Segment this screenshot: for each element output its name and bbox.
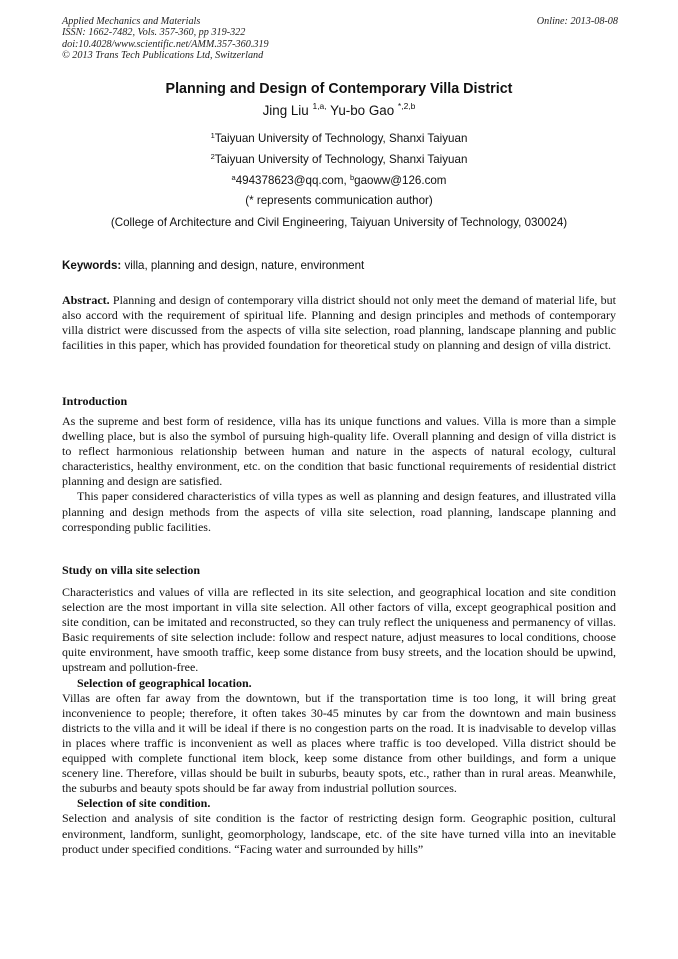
online-date: Online: 2013-08-08 [536, 16, 618, 27]
affiliation-1 [0, 131, 678, 145]
abstract-label: Abstract. [62, 293, 110, 307]
email-marker: b [349, 173, 355, 182]
affiliation-text: Taiyuan University of Technology, Shanxi Taiyuan [214, 153, 468, 166]
email-marker: a [231, 173, 236, 182]
keywords-label: Keywords: [62, 259, 122, 272]
geographical-location-subheading: Selection of geographical location. [77, 675, 252, 690]
journal-header [62, 16, 618, 61]
author-line [0, 101, 678, 118]
paper-title: Planning and Design of Contemporary Villa District [165, 81, 513, 97]
author-superscript: *,2,b [397, 101, 416, 111]
college-affiliation: (College of Architecture and Civil Engineering, Taiyuan University of Technology, 030024) [110, 216, 568, 229]
journal-name: Applied Mechanics and Materials [62, 16, 201, 27]
affiliation-marker: 2 [210, 152, 215, 161]
email-address: gaoww@126.com [354, 174, 447, 187]
site-condition-subheading: Selection of site condition. [77, 796, 211, 811]
copyright-line: © 2013 Trans Tech Publications Ltd, Switzerland [62, 49, 264, 61]
doi-line: doi:10.4028/www.scientific.net/AMM.357-360.319 [62, 38, 269, 50]
site-condition-paragraph: Selection and analysis of site condition is the factor of restricting design form. Geographic position, cultural environment, landform, sunlight, geomorphology, landscape, etc. of the site have turned villa into an inevitable product under specified conditions. “Facing water and surrounded by hills” [62, 811, 616, 856]
affiliation-marker: 1 [210, 131, 215, 140]
issn-line: ISSN: 1662-7482, Vols. 357-360, pp 319-322 [62, 27, 246, 39]
abstract-block [62, 293, 616, 353]
corresponding-author-note: (* represents communication author) [245, 194, 433, 207]
introduction-paragraph: This paper considered characteristics of villa types as well as planning and design features, and illustrated villa planning and design methods from the aspects of villa site selection, road planning, landscape planning and corresponding public facilities. [62, 489, 616, 534]
introduction-paragraph: As the supreme and best form of residence, villa has its unique functions and values. Villa is more than a simple dwelling place, but is also the symbol of pursuing high-quality life. Overall planning and design of villa district is to reflect harmonious relationship between human and nature in the aspects of natural ecology, cultural characteristics, healthy environment, etc. on the condition that basic functional requirements of residential district planning and design are satisfied. [62, 414, 616, 489]
keywords-text: villa, planning and design, nature, environment [121, 259, 365, 272]
affiliation-text: Taiyuan University of Technology, Shanxi Taiyuan [214, 132, 468, 145]
email-line [0, 173, 678, 187]
author-superscript: 1,a, [312, 101, 327, 111]
site-selection-heading: Study on villa site selection [62, 563, 201, 577]
email-address: 494378623@qq.com, [235, 174, 350, 187]
author-name: Jing Liu [262, 103, 309, 118]
introduction-body [62, 414, 616, 535]
keywords-line [62, 259, 618, 272]
abstract-text: Planning and design of contemporary villa district should not only meet the demand of material life, but also accord with the requirement of spiritual life. Planning and design principles and methods of contemporary villa district were discussed from the aspects of villa site selection, road planning, landscape planning and public facilities in this paper, which has provided foundation for theoretical study on planning and design of villa district. [62, 293, 616, 353]
introduction-heading: Introduction [62, 394, 128, 408]
affiliation-2 [0, 152, 678, 166]
site-selection-paragraph: Characteristics and values of villa are reflected in its site selection, and geographical location and site condition selection are the most important in villa site selection. All other factors of villa, except geographical position and site condition, can be imitated and reconstructed, so they can truly reflect the uniqueness and permanency of villas. Basic requirements of site selection include: follow and respect nature, adjust measures to local conditions, choose quite environment, have smooth traffic, keep some distance from busy streets, and the location should be upwind, upstream and pollution-free. [62, 585, 616, 675]
geographical-location-paragraph: Villas are often far away from the downtown, but if the transportation time is too long, it will bring great inconvenience to people; therefore, it often takes 30-45 minutes by car from the downtown and main business districts to the villa and it will be ideal if there is no congestion parts on the road. It is inadvisable to develop villas in places where traffic is inconvenient as well as places where traffic is too developed. Villa district should be equipped with complete functional item block, keep some distance from other buildings, and form a unique scenery line. Therefore, villas should be built in suburbs, beauty spots, etc., rather than in rural areas. Meanwhile, the suburbs and beauty spots should be far away from industrial pollution sources. [62, 690, 616, 796]
author-name: Yu-bo Gao [330, 103, 395, 118]
site-selection-body [62, 585, 616, 857]
